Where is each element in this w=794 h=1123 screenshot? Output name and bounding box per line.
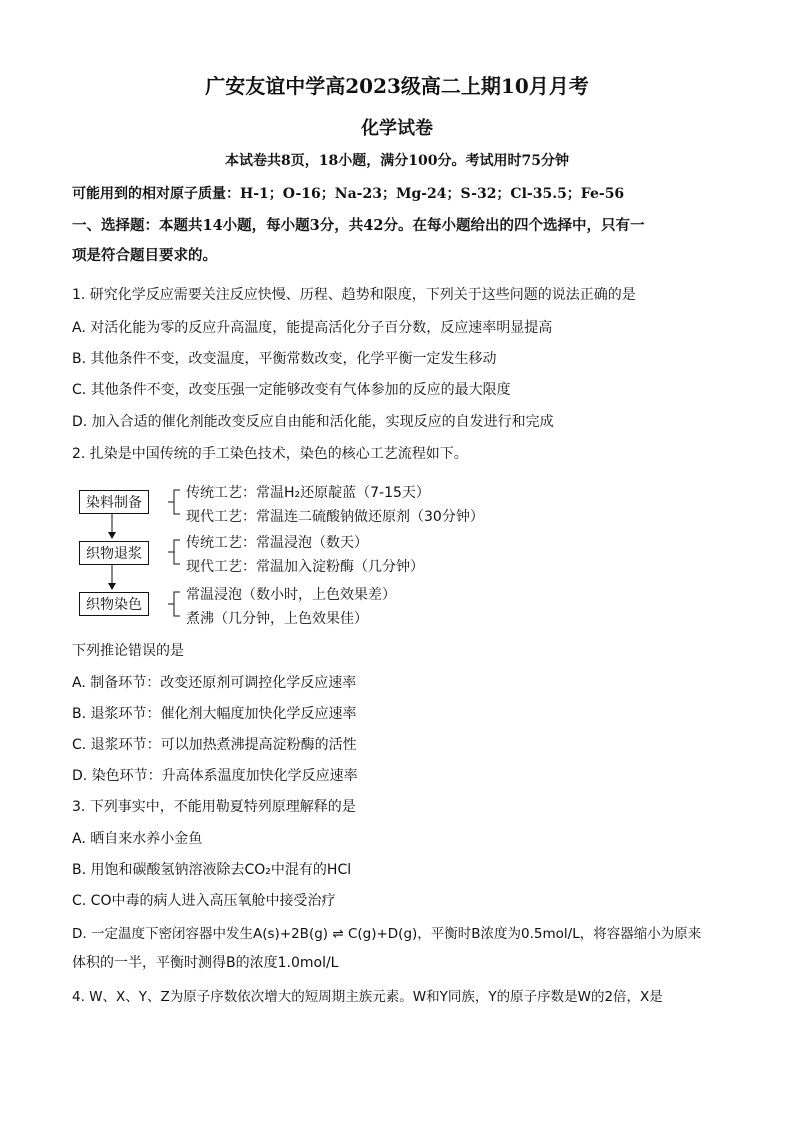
- q3-option-d-line2: 体积的一半，平衡时测得B的浓度1.0mol/L: [72, 955, 339, 971]
- flow-step2-modern: 现代工艺：常温加入淀粉酶（几分钟）: [186, 559, 424, 575]
- q3-option-d-line1: D. 一定温度下密闭容器中发生A(s)+2B(g) ⇌ C(g)+D(g)，平衡时B浓度为0.5mol/L，将容器缩小为原来: [72, 926, 702, 942]
- exam-info: 本试卷共8页，18小题，满分100分。考试用时75分钟: [225, 153, 569, 169]
- flow-step1-modern: 现代工艺：常温连二硫酸钠做还原剂（30分钟）: [186, 509, 484, 525]
- q2-option-d: D. 染色环节：升高体系温度加快化学反应速率: [72, 768, 358, 784]
- q1-option-b: B. 其他条件不变，改变温度，平衡常数改变，化学平衡一定发生移动: [72, 351, 497, 367]
- q3-option-b: B. 用饱和碳酸氢钠溶液除去CO₂中混有的HCl: [72, 862, 352, 878]
- exam-title: 广安友谊中学高2023级高二上期10月月考: [205, 74, 589, 98]
- exam-subtitle: 化学试卷: [361, 118, 433, 139]
- flow-step2-traditional: 传统工艺：常温浸泡（数天）: [186, 535, 368, 551]
- q3-stem: 3. 下列事实中，不能用勒夏特列原理解释的是: [72, 799, 356, 815]
- flow-step-dyeing: 织物染色: [79, 592, 149, 616]
- q2-stem: 2. 扎染是中国传统的手工染色技术，染色的核心工艺流程如下。: [72, 446, 468, 462]
- q1-option-c: C. 其他条件不变，改变压强一定能够改变有气体参加的反应的最大限度: [72, 382, 511, 398]
- flow-step-dye-preparation: 染料制备: [79, 490, 149, 514]
- section-heading-line2: 项是符合题目要求的。: [72, 247, 217, 264]
- q3-option-a: A. 晒自来水养小金鱼: [72, 831, 203, 847]
- q4-stem: 4. W、X、Y、Z为原子序数依次增大的短周期主族元素。W和Y同族，Y的原子序数是W的2倍，X是: [72, 989, 663, 1005]
- q1-option-d: D. 加入合适的催化剂能改变反应自由能和活化能，实现反应的自发进行和完成: [72, 414, 554, 430]
- atomic-masses: 可能用到的相对原子质量：H-1；O-16；Na-23；Mg-24；S-32；Cl-35.5；Fe-56: [72, 186, 625, 202]
- flow-step3-soak: 常温浸泡（数小时，上色效果差）: [186, 587, 396, 603]
- q3-option-c: C. CO中毒的病人进入高压氧舱中接受治疗: [72, 893, 336, 909]
- q2-prompt: 下列推论错误的是: [72, 643, 184, 659]
- q1-stem: 1. 研究化学反应需要关注反应快慢、历程、趋势和限度，下列关于这些问题的说法正确的是: [72, 287, 636, 303]
- section-heading-line1: 一、选择题：本题共14小题，每小题3分，共42分。在每小题给出的四个选择中，只有一: [72, 217, 645, 234]
- q2-option-c: C. 退浆环节：可以加热煮沸提高淀粉酶的活性: [72, 737, 357, 753]
- q2-option-b: B. 退浆环节：催化剂大幅度加快化学反应速率: [72, 706, 357, 722]
- q1-option-a: A. 对活化能为零的反应升高温度，能提高活化分子百分数，反应速率明显提高: [72, 320, 553, 336]
- flow-step3-boil: 煮沸（几分钟，上色效果佳）: [186, 611, 368, 627]
- flow-step-desizing: 织物退浆: [79, 541, 149, 565]
- flow-step1-traditional: 传统工艺：常温H₂还原靛蓝（7-15天）: [186, 485, 430, 501]
- q2-option-a: A. 制备环节：改变还原剂可调控化学反应速率: [72, 675, 357, 691]
